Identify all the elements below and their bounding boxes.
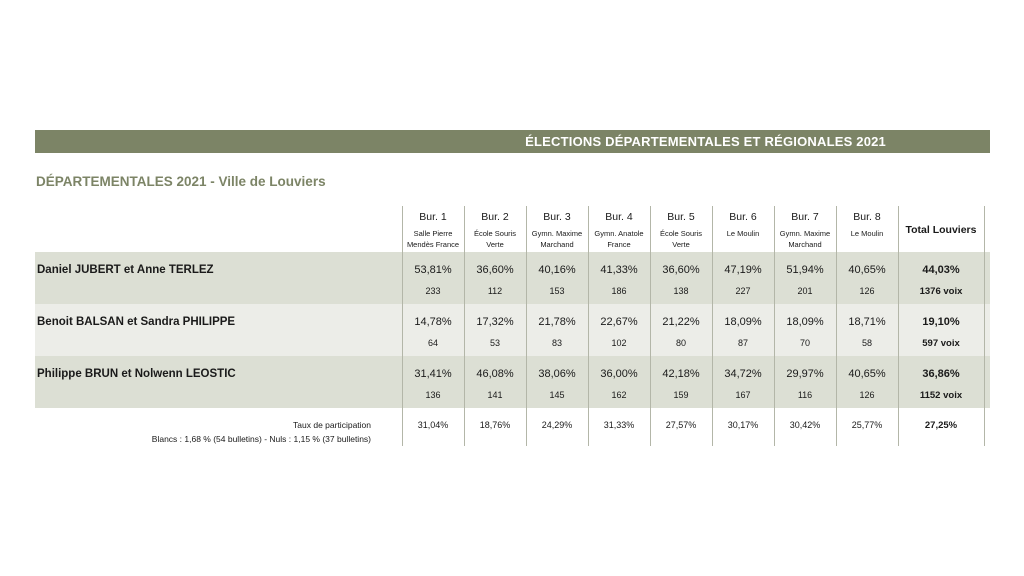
candidate-percent: 18,09% — [724, 316, 762, 328]
bureau-location-line2: Marchand — [788, 240, 822, 249]
bureau-location-line1: École Souris — [473, 229, 517, 238]
candidate-votes: 136 — [425, 390, 441, 400]
candidate-name-1: Daniel JUBERT et Anne TERLEZ — [37, 264, 214, 276]
candidate-votes: 162 — [611, 390, 627, 400]
candidate-name-3: Philippe BRUN et Nolwenn LEOSTIC — [37, 368, 236, 380]
blancs-nuls-note: Blancs : 1,68 % (54 bulletins) - Nuls : 1,15 % (37 bulletins) — [151, 434, 371, 444]
candidate-votes: 112 — [487, 286, 503, 296]
candidate-percent: 40,65% — [848, 368, 886, 380]
candidate-votes: 126 — [859, 286, 875, 296]
bureau-location — [588, 228, 650, 250]
total-percent: 19,10% — [922, 316, 960, 328]
total-votes: 597 voix — [922, 338, 960, 349]
bureau-location-line1: Le Moulin — [850, 229, 884, 238]
participation-value: 27,57% — [665, 420, 697, 430]
candidate-votes: 102 — [611, 338, 627, 348]
bureau-location — [774, 228, 836, 250]
bureau-location-line2: France — [607, 240, 631, 249]
candidate-percent: 21,78% — [538, 316, 576, 328]
candidate-votes: 227 — [735, 286, 751, 296]
bureau-location — [402, 228, 464, 250]
participation-value: 31,33% — [603, 420, 635, 430]
candidate-percent: 29,97% — [786, 368, 824, 380]
candidate-percent: 17,32% — [476, 316, 514, 328]
candidate-votes: 141 — [487, 390, 503, 400]
candidate-band-1 — [35, 252, 990, 304]
candidate-votes: 153 — [549, 286, 565, 296]
bureau-location-line1: Gymn. Anatole — [594, 229, 644, 238]
candidate-votes: 70 — [799, 338, 810, 348]
participation-value: 30,17% — [727, 420, 759, 430]
candidate-percent: 18,09% — [786, 316, 824, 328]
bureau-header: Bur. 1 — [419, 211, 447, 223]
bureau-header: Bur. 3 — [543, 211, 571, 223]
candidate-percent: 51,94% — [786, 264, 824, 276]
candidate-votes: 167 — [735, 390, 751, 400]
bureau-header: Bur. 8 — [853, 211, 881, 223]
bureau-location — [464, 228, 526, 250]
bureau-location-line2: Verte — [672, 240, 690, 249]
bureau-header: Bur. 7 — [791, 211, 819, 223]
candidate-percent: 41,33% — [600, 264, 638, 276]
candidate-percent: 18,71% — [848, 316, 886, 328]
participation-value: 30,42% — [789, 420, 821, 430]
participation-value: 31,04% — [417, 420, 449, 430]
candidate-percent: 53,81% — [414, 264, 452, 276]
bureau-header: Bur. 2 — [481, 211, 509, 223]
bureau-location — [836, 228, 898, 239]
total-percent: 36,86% — [922, 368, 960, 380]
candidate-percent: 46,08% — [476, 368, 514, 380]
bureau-location-line2: Marchand — [540, 240, 574, 249]
bureau-location — [526, 228, 588, 250]
candidate-votes: 53 — [489, 338, 500, 348]
candidate-percent: 14,78% — [414, 316, 452, 328]
candidate-percent: 47,19% — [724, 264, 762, 276]
candidate-percent: 40,16% — [538, 264, 576, 276]
results-table — [35, 206, 990, 446]
participation-total: 27,25% — [924, 420, 958, 431]
participation-label: Taux de participation — [293, 420, 371, 430]
candidate-votes: 233 — [425, 286, 441, 296]
candidate-votes: 126 — [859, 390, 875, 400]
bureau-header: Bur. 4 — [605, 211, 633, 223]
candidate-name-2: Benoit BALSAN et Sandra PHILIPPE — [37, 316, 236, 328]
bureau-location-line1: Gymn. Maxime — [531, 229, 583, 238]
candidate-percent: 22,67% — [600, 316, 638, 328]
candidate-votes: 116 — [797, 390, 813, 400]
candidate-votes: 87 — [737, 338, 748, 348]
candidate-votes: 159 — [673, 390, 689, 400]
candidate-percent: 36,00% — [600, 368, 638, 380]
participation-value: 25,77% — [851, 420, 883, 430]
candidate-percent: 31,41% — [414, 368, 452, 380]
candidate-band-2 — [35, 304, 990, 356]
total-percent: 44,03% — [922, 264, 960, 276]
bureau-header: Bur. 6 — [729, 211, 757, 223]
bureau-location-line1: Salle Pierre — [413, 229, 453, 238]
participation-value: 24,29% — [541, 420, 573, 430]
candidate-percent: 21,22% — [662, 316, 700, 328]
candidate-percent: 36,60% — [476, 264, 514, 276]
candidate-percent: 36,60% — [662, 264, 700, 276]
section-subtitle: DÉPARTEMENTALES 2021 - Ville de Louviers — [36, 174, 326, 189]
candidate-votes: 201 — [797, 286, 813, 296]
candidate-votes: 80 — [675, 338, 686, 348]
total-votes: 1152 voix — [919, 390, 963, 401]
bureau-location-line1: Le Moulin — [726, 229, 760, 238]
total-votes: 1376 voix — [919, 286, 963, 297]
candidate-band-3 — [35, 356, 990, 408]
candidate-votes: 186 — [611, 286, 627, 296]
candidate-percent: 38,06% — [538, 368, 576, 380]
bureau-location-line2: Mendès France — [406, 240, 460, 249]
candidate-votes: 58 — [861, 338, 872, 348]
participation-value: 18,76% — [479, 420, 511, 430]
bureau-header: Bur. 5 — [667, 211, 695, 223]
bureau-location — [650, 228, 712, 250]
column-divider — [984, 206, 985, 446]
candidate-percent: 42,18% — [662, 368, 700, 380]
candidate-votes: 83 — [551, 338, 562, 348]
candidate-percent: 40,65% — [848, 264, 886, 276]
bureau-location-line1: École Souris — [659, 229, 703, 238]
banner-title: ÉLECTIONS DÉPARTEMENTALES ET RÉGIONALES 2021 — [525, 134, 886, 149]
total-header: Total Louviers — [905, 224, 977, 236]
candidate-percent: 34,72% — [724, 368, 762, 380]
candidate-votes: 145 — [549, 390, 565, 400]
candidate-votes: 64 — [427, 338, 438, 348]
bureau-location-line2: Verte — [486, 240, 504, 249]
title-banner — [35, 130, 990, 153]
bureau-location — [712, 228, 774, 239]
candidate-votes: 138 — [673, 286, 689, 296]
bureau-location-line1: Gymn. Maxime — [779, 229, 831, 238]
